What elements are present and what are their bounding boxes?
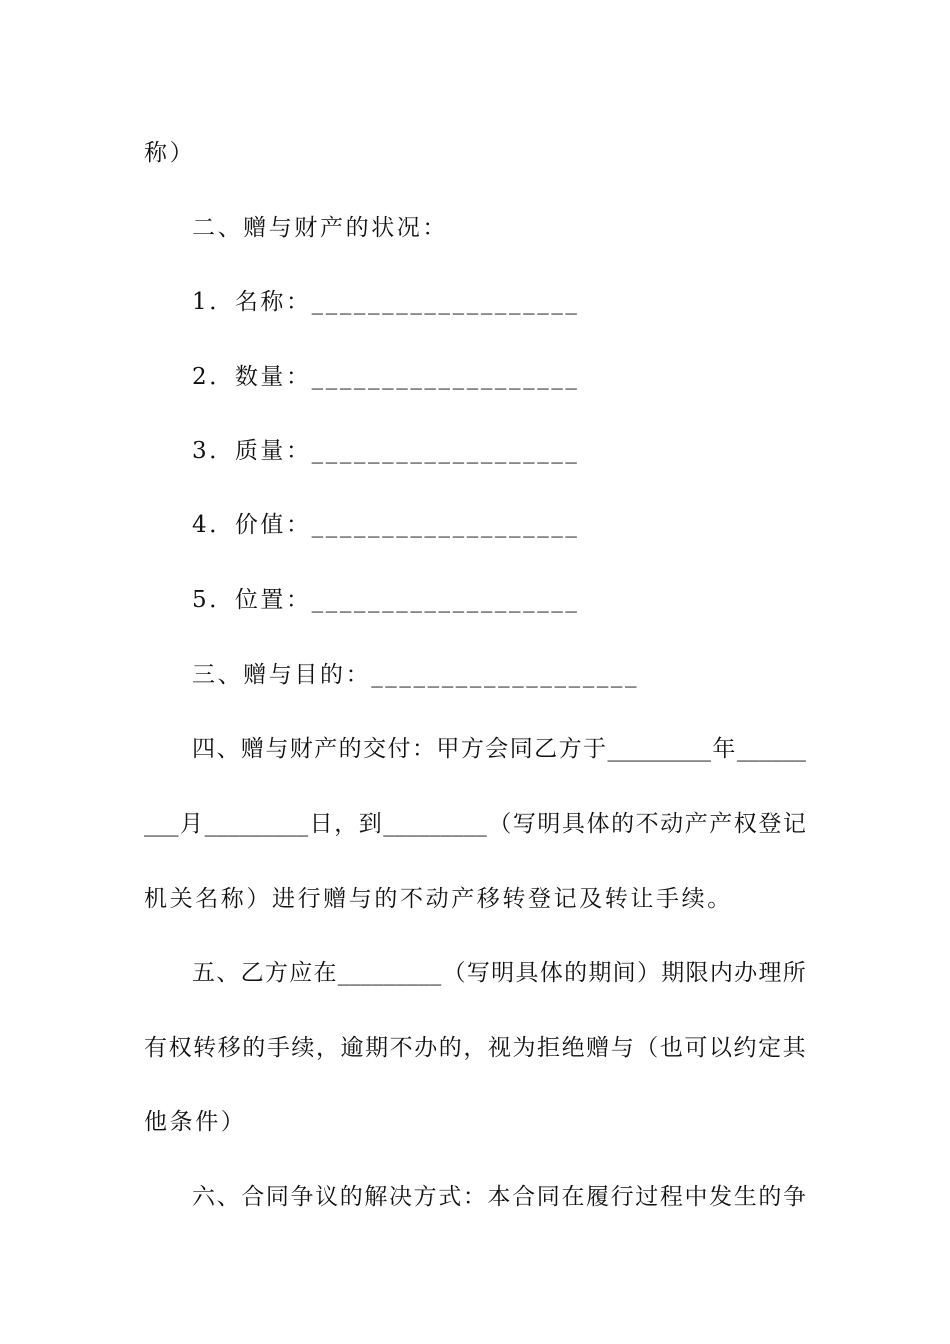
text-token: 日 [309, 811, 333, 837]
text-token: 也 [659, 1035, 683, 1061]
text-token: 定 [758, 1035, 782, 1061]
text-token: 以 [708, 1035, 732, 1061]
text-token: 行 [610, 1184, 634, 1210]
text-token: 方 [460, 736, 484, 762]
text-token: 议 [315, 1184, 339, 1210]
text-token: 的 [564, 960, 588, 986]
section-3-purpose: 三、赠与目的：___________________ [192, 662, 640, 688]
text-token: 期 [661, 960, 685, 986]
text-token: 为 [512, 1035, 536, 1061]
text-token: 理 [758, 960, 782, 986]
text-token: 与 [610, 1035, 634, 1061]
item-value-field: 4．价值：___________________ [192, 512, 580, 538]
text-token: ， [463, 1035, 487, 1061]
text-token: 合 [241, 1184, 265, 1210]
text-token: 本 [487, 1184, 511, 1210]
text-token: 内 [709, 960, 733, 986]
text-token: 到 [358, 811, 382, 837]
text-token: 五 [192, 960, 215, 986]
text-token: 手 [266, 1035, 290, 1061]
text-token: 交 [363, 736, 387, 762]
text-token: 权 [168, 1035, 192, 1061]
text-token: ： [462, 1184, 486, 1210]
item-quality-field: 3．质量：___________________ [192, 438, 580, 464]
text-token: 的 [758, 1184, 782, 1210]
text-token: 生 [733, 1184, 757, 1210]
text-token: 应 [289, 960, 313, 986]
text-token: ， [315, 1035, 339, 1061]
text-token: 具 [561, 811, 585, 837]
text-token: （ [635, 1035, 659, 1061]
text-token: 期 [588, 960, 612, 986]
item-name-field: 1．名称：___________________ [192, 289, 580, 315]
text-token: 体 [586, 811, 610, 837]
text-token: 六 [192, 1184, 215, 1210]
text-token: 权 [733, 811, 757, 837]
text-token: _________ [337, 960, 442, 986]
text-token: 不 [389, 1035, 413, 1061]
text-token: 四 [192, 736, 215, 762]
text-token: 不 [635, 811, 659, 837]
text-token: 同 [536, 1184, 560, 1210]
text-token: ， [334, 811, 358, 837]
text-token: 甲 [436, 736, 460, 762]
text-token: 产 [314, 736, 338, 762]
text-token: 约 [733, 1035, 757, 1061]
text-token: _________ [383, 811, 487, 837]
text-token: 绝 [561, 1035, 585, 1061]
text-token: 视 [487, 1035, 511, 1061]
text-token: 有 [144, 1035, 167, 1061]
text-token: 发 [709, 1184, 733, 1210]
text-token: 赠 [586, 1035, 610, 1061]
text-token: 过 [635, 1184, 659, 1210]
text-token: 同 [265, 1184, 289, 1210]
text-token: 月 [180, 811, 204, 837]
text-token: 履 [586, 1184, 609, 1210]
text-token: 具 [515, 960, 539, 986]
section-4-delivery-line-2 [0, 809, 950, 839]
text-token: 的 [339, 1184, 363, 1210]
text-token: 与 [265, 736, 289, 762]
text-token: _________ [607, 736, 711, 762]
text-token: 的 [438, 1035, 462, 1061]
text-token: 在 [561, 1184, 585, 1210]
text-token: 移 [217, 1035, 241, 1061]
text-token: 会 [485, 736, 509, 762]
text-token: 合 [512, 1184, 536, 1210]
text-token: 在 [313, 960, 337, 986]
section-5-line-2 [0, 1033, 950, 1063]
text-token: 赠 [240, 736, 264, 762]
text-token: 年 [712, 736, 736, 762]
item-location-field: 5．位置：___________________ [192, 587, 580, 613]
text-token: 付 [387, 736, 411, 762]
text-token: 可 [684, 1035, 708, 1061]
text-token: _________ [204, 811, 309, 837]
text-token: 逾 [340, 1035, 364, 1061]
section-4-delivery-line-3: 机关名称）进行赠与的不动产移转登记及转让手续。 [144, 886, 733, 912]
text-token: 记 [782, 811, 806, 837]
text-token: 决 [389, 1184, 412, 1210]
text-line-continuation: 称） [144, 140, 196, 166]
section-2-heading: 二、赠与财产的状况： [192, 215, 448, 241]
text-token: 的 [611, 811, 635, 837]
text-token: 间 [612, 960, 636, 986]
text-token: 、 [216, 736, 240, 762]
text-token: ______ [736, 736, 806, 762]
section-4-delivery-line-1 [0, 734, 950, 764]
text-token: 动 [660, 811, 684, 837]
text-token: 拒 [537, 1035, 560, 1061]
text-token: 所 [782, 960, 806, 986]
text-token: 产 [709, 811, 733, 837]
section-5-line-1 [0, 958, 950, 988]
text-token: 登 [758, 811, 782, 837]
text-token: ） [636, 960, 660, 986]
text-token: 产 [684, 811, 708, 837]
text-token: 写 [466, 960, 490, 986]
section-5-line-3: 他条件） [144, 1109, 247, 1135]
text-token: 式 [438, 1184, 462, 1210]
text-token: ： [411, 736, 435, 762]
text-token: 办 [734, 960, 758, 986]
text-token: 办 [414, 1035, 438, 1061]
text-token: 乙 [240, 960, 264, 986]
text-token: 程 [659, 1184, 683, 1210]
text-token: 明 [491, 960, 515, 986]
text-token: 其 [782, 1035, 806, 1061]
text-token: ___ [144, 811, 179, 837]
text-token: 争 [290, 1184, 314, 1210]
text-token: 中 [684, 1184, 708, 1210]
text-token: 的 [338, 736, 362, 762]
text-token: 限 [685, 960, 709, 986]
text-token: （ [442, 960, 466, 986]
text-token: 乙 [534, 736, 558, 762]
section-6-dispute-line-1 [0, 1182, 950, 1212]
text-token: 争 [783, 1184, 806, 1210]
text-token: 续 [291, 1035, 315, 1061]
text-token: 写 [512, 811, 536, 837]
text-token: 同 [509, 736, 533, 762]
text-token: 、 [216, 960, 240, 986]
text-token: 的 [242, 1035, 266, 1061]
item-quantity-field: 2．数量：___________________ [192, 364, 580, 390]
text-token: 方 [264, 960, 288, 986]
text-token: 方 [413, 1184, 437, 1210]
text-token: 转 [193, 1035, 217, 1061]
text-token: 于 [583, 736, 606, 762]
text-token: 期 [365, 1035, 389, 1061]
text-token: （ [488, 811, 512, 837]
text-token: 体 [539, 960, 563, 986]
text-token: 明 [537, 811, 561, 837]
text-token: 解 [364, 1184, 388, 1210]
text-token: 、 [216, 1184, 240, 1210]
text-token: 财 [289, 736, 313, 762]
text-token: 方 [558, 736, 582, 762]
